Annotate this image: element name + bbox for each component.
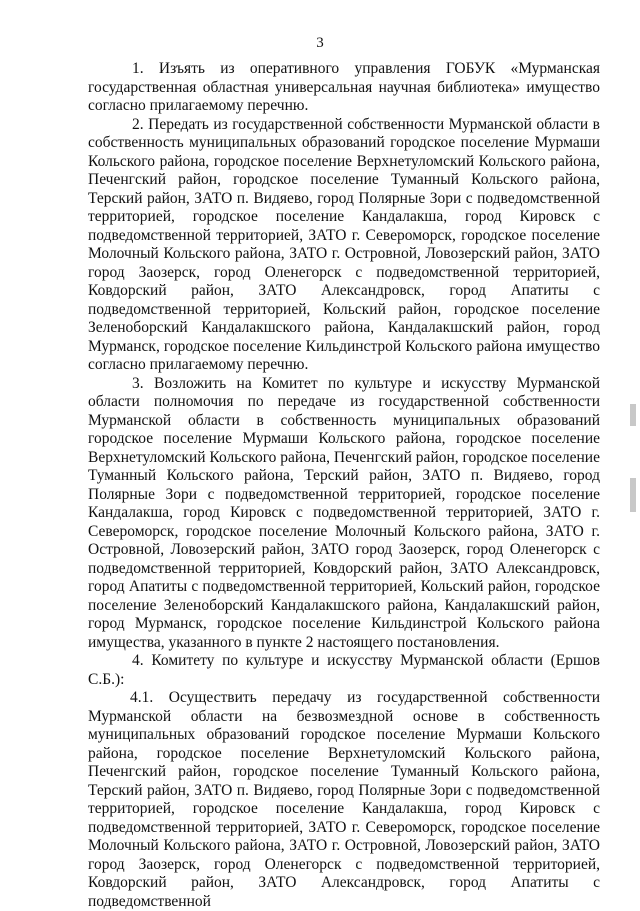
paragraph-3-assign-committee: 3. Возложить на Комитет по культуре и искусству Мурманской области полномочия по передаче из государственной собственности Мурманской области в собственность муниципальных образований городское поселение Мурмаши Кольского района, городское поселение Верхнетуломский Кольского района, Печенгский район, городское поселение Туманный Кольского района, Терский район, ЗАТО п. Видяево, город Полярные Зори с подведомственной территорией, городское поселение Кандалакша, город Кировск с подведомственной территорией, ЗАТО г. Североморск, городское поселение Молочный Кольского района, ЗАТО г. Островной, Ловозерский район, ЗАТО город Заозерск, город Оленегорск с подведомственной территорией, Ковдорский район, ЗАТО Александровск, город Апатиты с подведомственной территорией, Кольский район, городское поселение Зеленоборский Кандалакшского района, Кандалакшский район, город Мурманск, городское поселение Кильдинстрой Кольского района имущества, указанного в пункте 2 настоящего постановления. — [88, 374, 600, 651]
page-number: 3 — [316, 35, 324, 51]
scan-artifact-mark — [630, 478, 636, 512]
paragraph-1-withdraw-property: 1. Изъять из оперативного управления ГОБУК «Мурманская государственная областная универсальная научная библиотека» имущество согласно прилагаемому перечню. — [88, 60, 600, 114]
paragraph-4-1-carry-out-transfer: 4.1. Осуществить передачу из государственной собственности Мурманской области на безвозмездной основе в собственность муниципальных образований городское поселение Мурмаши Кольского района, городское поселение Верхнетуломский Кольского района, Печенгский район, городское поселение Туманный Кольского района, Терский район, ЗАТО п. Видяево, город Полярные Зори с подведомственной территорией, городское поселение Кандалакша, город Кировск с подведомственной территорией, ЗАТО г. Североморск, городское поселение Молочный Кольского района, ЗАТО г. Островной, Ловозерский район, ЗАТО город Заозерск, город Оленегорск с подведомственной территорией, Ковдорский район, ЗАТО Александровск, город Апатиты с подведомственной — [88, 689, 600, 910]
scan-artifact-mark — [630, 404, 636, 426]
paragraph-4-committee-tasks: 4. Комитету по культуре и искусству Мурманской области (Ершов С.Б.): — [88, 652, 600, 688]
document-body — [88, 60, 600, 911]
paragraph-2-transfer-property: 2. Передать из государственной собственности Мурманской области в собственность муниципальных образований городское поселение Мурмаши Кольского района, городское поселение Верхнетуломский Кольского района, Печенгский район, городское поселение Туманный Кольского района, Терский район, ЗАТО п. Видяево, город Полярные Зори с подведомственной территорией, городское поселение Кандалакша, город Кировск с подведомственной территорией, ЗАТО г. Североморск, городское поселение Молочный Кольского района, ЗАТО г. Островной, Ловозерский район, ЗАТО город Заозерск, город Оленегорск с подведомственной территорией, Ковдорский район, ЗАТО Александровск, город Апатиты с подведомственной территорией, Кольский район, городское поселение Зеленоборский Кандалакшского района, Кандалакшский район, город Мурманск, городское поселение Кильдинстрой Кольского района имущество согласно прилагаемому перечню. — [88, 115, 600, 373]
